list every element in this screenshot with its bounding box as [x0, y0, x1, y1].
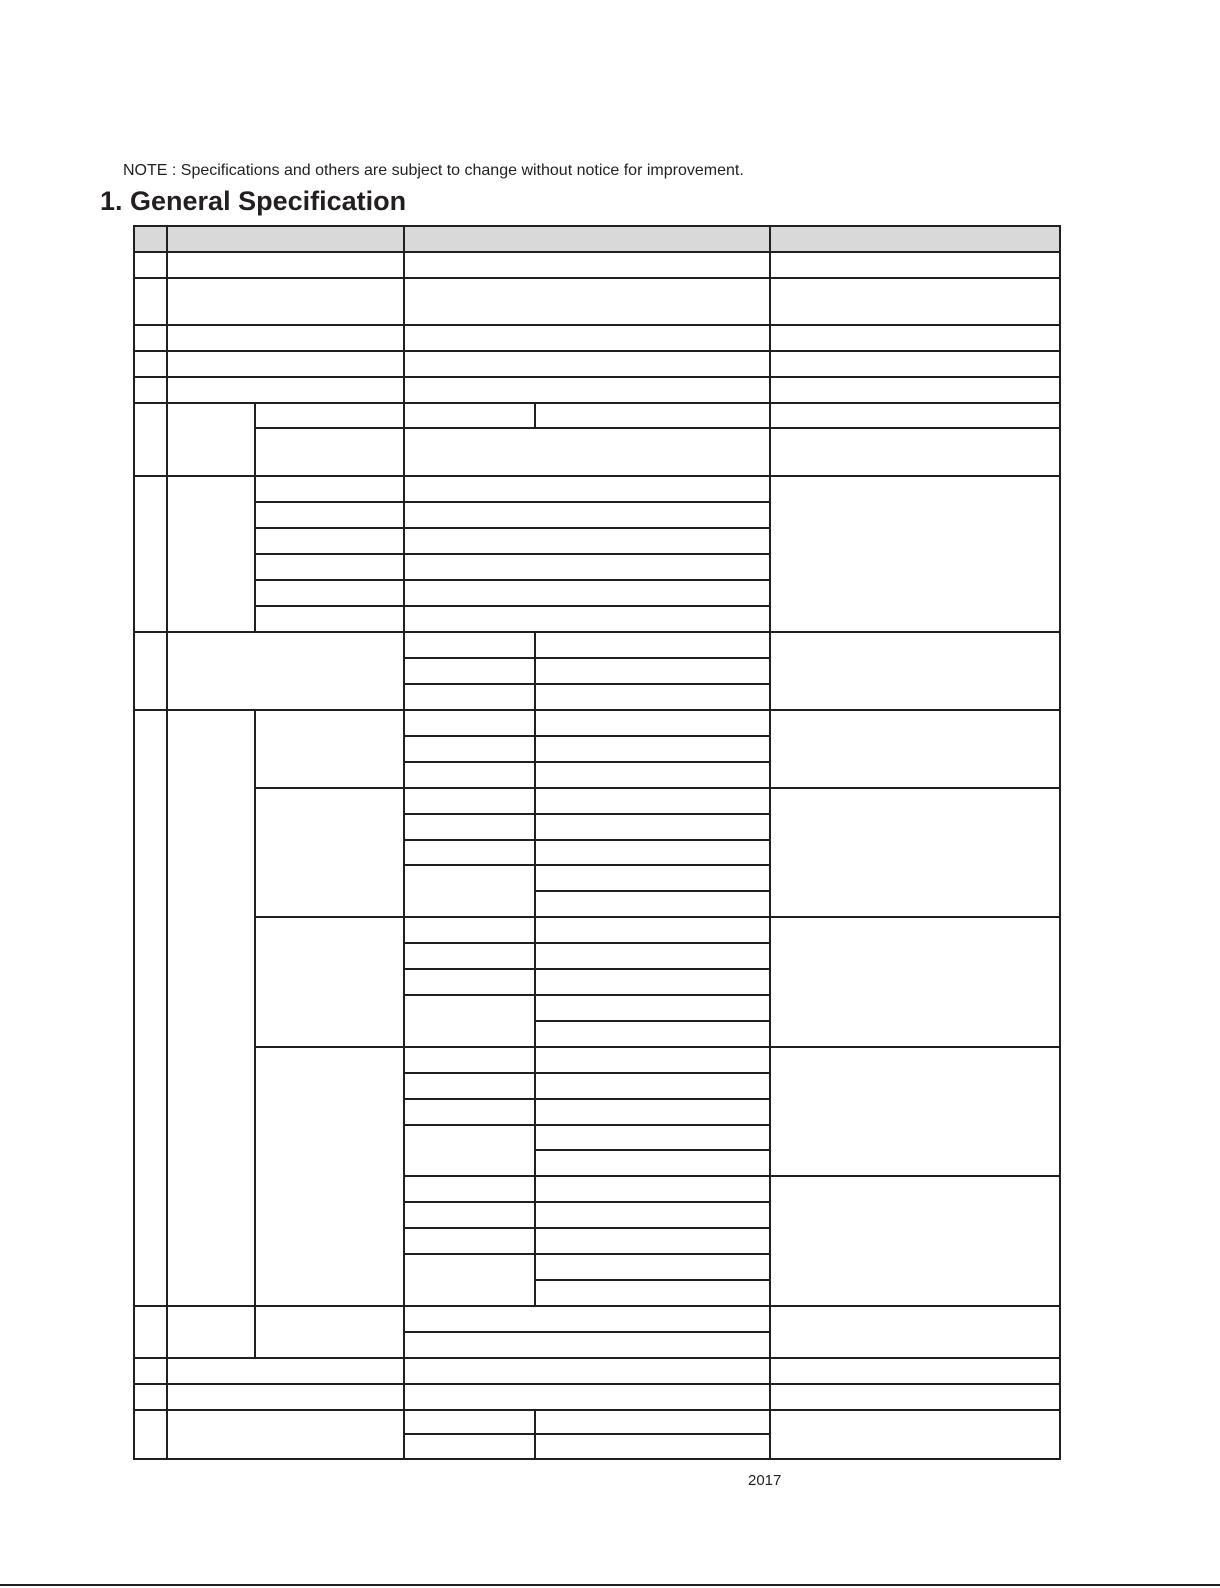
bottom-rule — [0, 1584, 1220, 1586]
table-grid-lines — [134, 226, 1060, 1459]
section-title: 1. General Specification — [100, 186, 407, 216]
note-text: NOTE : Specifications and others are subject to change without notice for improvement. — [123, 162, 744, 179]
footer-year: 2017 — [748, 1472, 782, 1489]
table-header-row — [134, 226, 1060, 252]
